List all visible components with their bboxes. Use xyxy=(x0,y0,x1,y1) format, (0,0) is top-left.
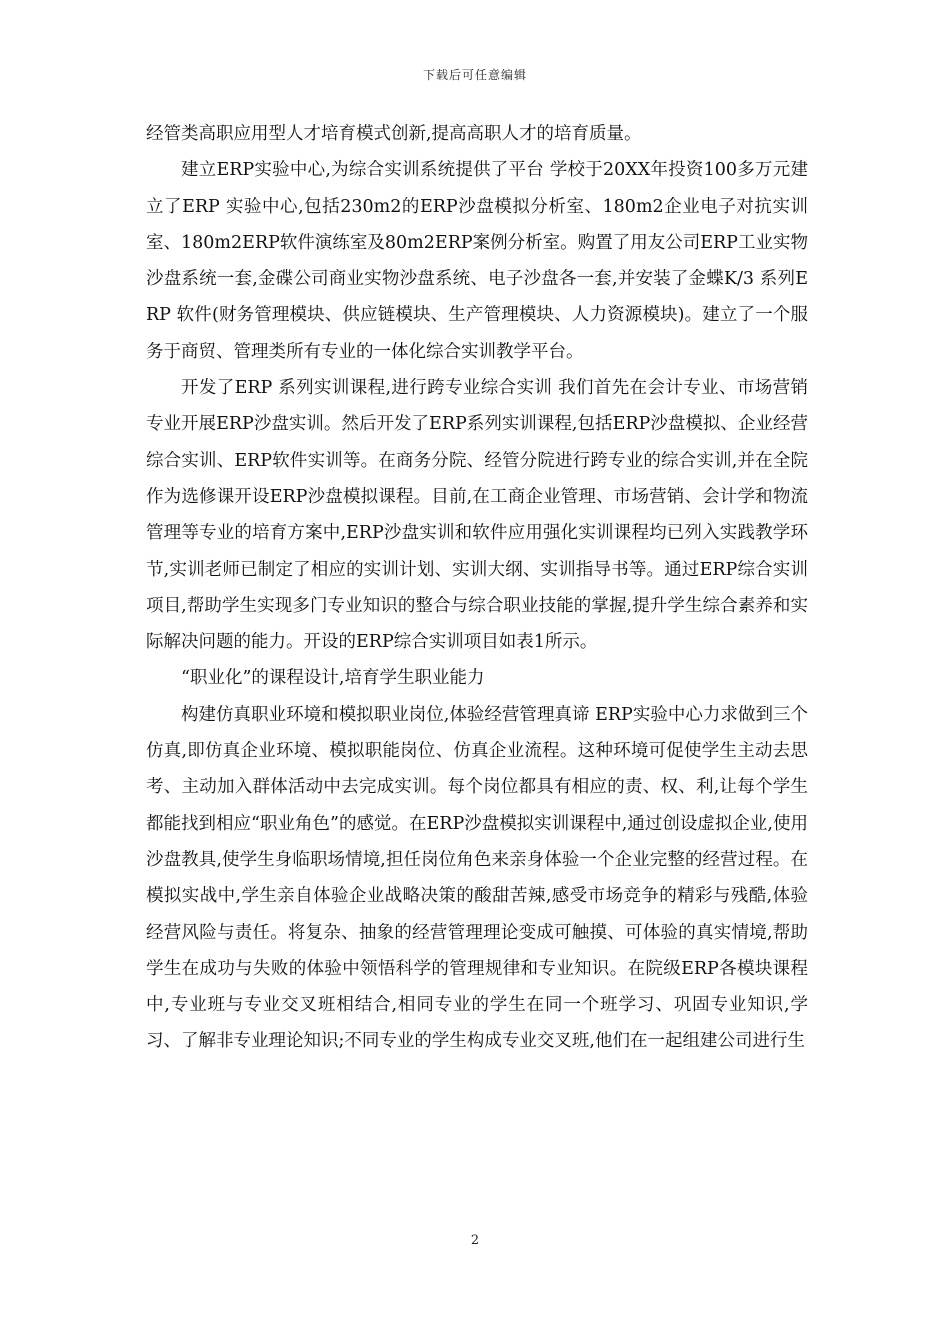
section-heading: “职业化”的课程设计,培育学生职业能力 xyxy=(181,668,485,689)
document-body xyxy=(146,116,808,1060)
paragraph: 构建仿真职业环境和模拟职业岗位,体验经营管理真谛 ERP实验中心力求做到三个仿真,即仿真企业环境、模拟职能岗位、仿真企业流程。这种环境可促使学生主动去思考、主动加入群体活动中去完成实训。每个岗位都具有相应的责、权、利,让每个学生都能找到相应“职业角色”的感觉。在ERP沙盘模拟实训课程中,通过创设虚拟企业,使用沙盘教具,使学生身临职场情境,担任岗位角色来亲身体验一个企业完整的经营过程。在模拟实战中,学生亲自体验企业战略决策的酸甜苦辣,感受市场竞争的精彩与残酷,体验经营风险与责任。将复杂、抽象的经营管理理论变成可触摸、可体验的真实情境,帮助学生在成功与失败的体验中领悟科学的管理规律和专业知识。在院级ERP各模块课程中,专业班与专业交叉班相结合,相同专业的学生在同一个班学习、巩固专业知识,学习、了解非专业理论知识;不同专业的学生构成专业交叉班,他们在一起组建公司进行生 xyxy=(146,704,808,1052)
paragraph: 开发了ERP 系列实训课程,进行跨专业综合实训 我们首先在会计专业、市场营销专业开展ERP沙盘实训。然后开发了ERP系列实训课程,包括ERP沙盘模拟、企业经营综合实训、ERP软件实训等。在商务分院、经管分院进行跨专业的综合实训,并在全院作为选修课开设ERP沙盘模拟课程。目前,在工商企业管理、市场营销、会计学和物流管理等专业的培育方案中,ERP沙盘实训和软件应用强化实训课程均已列入实践教学环节,实训老师已制定了相应的实训计划、实训大纲、实训指导书等。通过ERP综合实训项目,帮助学生实现多门专业知识的整合与综合职业技能的掌握,提升学生综合素养和实际解决问题的能力。开设的ERP综合实训项目如表1所示。 xyxy=(146,378,808,653)
page-header: 下载后可任意编辑 xyxy=(422,68,527,82)
paragraph: 建立ERP实验中心,为综合实训系统提供了平台 学校于20XX年投资100多万元建立了ERP 实验中心,包括230m2的ERP沙盘模拟分析室、180m2企业电子对抗实训室、180m2ERP软件演练室及80m2ERP案例分析室。购置了用友公司ERP工业实物沙盘系统一套,金碟公司商业实物沙盘系统、电子沙盘各一套,并安装了金蝶K/3 系列ERP 软件(财务管理模块、供应链模块、生产管理模块、人力资源模块)。建立了一个服务于商贸、管理类所有专业的一体化综合实训教学平台。 xyxy=(146,160,808,362)
paragraph: 经管类高职应用型人才培育模式创新,提高高职人才的培育质量。 xyxy=(146,124,642,144)
page-number: 2 xyxy=(470,1233,480,1248)
